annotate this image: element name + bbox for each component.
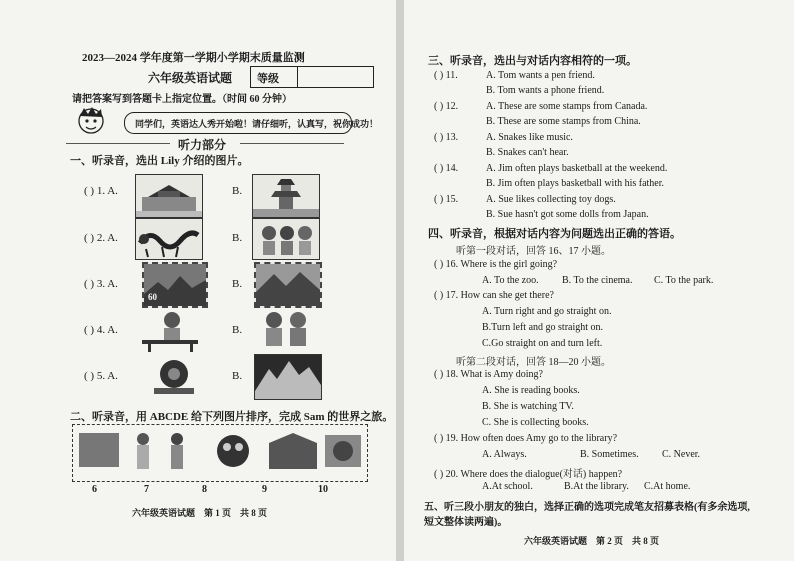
question-13-option-a: A. Snakes like music.: [486, 132, 573, 143]
encourage-bubble: [124, 112, 379, 134]
travel-pictures-svg: [73, 425, 367, 481]
exam-page-2: [404, 0, 794, 561]
dialogue-1-note: 听第一段对话，回答 16、17 小题。: [456, 246, 611, 257]
question-1: ( ) 1. A.: [84, 185, 118, 197]
exam-subtitle: 六年级英语试题: [148, 71, 233, 85]
grade-label: 等级: [257, 73, 279, 85]
question-19-option-a: A. Always.: [482, 449, 527, 460]
section5-title-line2: 短文整体读两遍)。: [424, 517, 508, 528]
order-number-6: 6: [92, 484, 97, 495]
question-18-option-c: C. She is collecting books.: [482, 417, 589, 428]
question-16-option-c: C. To the park.: [654, 275, 714, 286]
divider-right: [240, 143, 344, 144]
order-number-9: 9: [262, 484, 267, 495]
question-13-option-b: B. Snakes can't hear.: [486, 147, 569, 158]
encourage-text: 同学们，英语达人秀开始啦！请仔细听，认真写，祝你成功！: [135, 119, 379, 129]
question-4-b-label: B.: [232, 324, 243, 336]
picture-3b-mountain-stamp: [254, 262, 322, 308]
order-number-10: 10: [318, 484, 328, 495]
question-16-option-b: B. To the cinema.: [562, 275, 633, 286]
question-19-option-b: B. Sometimes.: [580, 449, 639, 460]
section5-title-line1: 五、听三段小朋友的独白，选择正确的选项完成笔友招募表格(有多余选项,: [424, 502, 750, 513]
order-number-7: 7: [144, 484, 149, 495]
question-17-option-a: A. Turn right and go straight on.: [482, 306, 612, 317]
picture-5b-mountains: [254, 354, 322, 400]
question-18: ( ) 18. What is Amy doing?: [434, 369, 543, 380]
grade-divider: [297, 67, 298, 87]
picture-1a-tiananmen: [135, 174, 203, 218]
question-17-option-b: B.Turn left and go straight on.: [482, 322, 604, 333]
question-20-option-c: C.At home.: [644, 481, 691, 492]
exam-page-1: [0, 0, 396, 561]
page-footer-left: 六年级英语试题 第 1 页 共 8 页: [132, 508, 268, 518]
question-17-option-c: C.Go straight on and turn left.: [482, 338, 603, 349]
question-13: ( ) 13.: [434, 132, 459, 143]
question-12-option-b: B. These are some stamps from China.: [486, 116, 641, 127]
section1-title: 一、听录音，选出 Lily 介绍的图片。: [70, 155, 249, 167]
section2-title: 二、听录音，用 ABCDE 给下列图片排序，完成 Sam 的世界之旅。: [70, 411, 394, 423]
picture-5a-phone: [140, 354, 200, 398]
question-20-option-a: A.At school.: [482, 481, 533, 492]
question-18-option-a: A. She is reading books.: [482, 385, 580, 396]
question-15-option-b: B. Sue hasn't got some dolls from Japan.: [486, 209, 649, 220]
question-5-b-label: B.: [232, 370, 243, 382]
question-20: ( ) 20. Where does the dialogue(对话) happen?: [434, 469, 623, 480]
question-5: ( ) 5. A.: [84, 370, 118, 382]
question-2: ( ) 2. A.: [84, 232, 118, 244]
listening-title: 听力部分: [178, 138, 227, 152]
question-15: ( ) 15.: [434, 194, 459, 205]
stamp-value: 60: [148, 292, 157, 302]
picture-2b-children: [252, 218, 320, 260]
question-12: ( ) 12.: [434, 101, 459, 112]
instruction: 请把答案写到答题卡上指定位置。（时间 60 分钟）: [72, 94, 292, 105]
picture-1b-pagoda: [252, 174, 320, 218]
picture-2a-dragon-dance: [135, 218, 203, 260]
question-19: ( ) 19. How often does Amy go to the library?: [434, 433, 618, 444]
order-number-8: 8: [202, 484, 207, 495]
divider-left: [66, 143, 170, 144]
section3-title: 三、听录音，选出与对话内容相符的一项。: [428, 55, 637, 67]
question-1-b-label: B.: [232, 185, 243, 197]
question-14: ( ) 14.: [434, 163, 459, 174]
exam-title: 2023—2024 学年度第一学期小学期末质量监测: [82, 52, 305, 64]
picture-4b-kids: [254, 308, 320, 352]
question-2-b-label: B.: [232, 232, 243, 244]
question-4: ( ) 4. A.: [84, 324, 118, 336]
question-11-option-b: B. Tom wants a phone friend.: [486, 85, 605, 96]
question-19-option-c: C. Never.: [662, 449, 701, 460]
question-14-option-b: B. Jim often plays basketball with his father.: [486, 178, 665, 189]
question-16-option-a: A. To the zoo.: [482, 275, 539, 286]
dialogue-2-note: 听第二段对话，回答 18—20 小题。: [456, 357, 611, 368]
question-17: ( ) 17. How can she get there?: [434, 290, 554, 301]
question-16: ( ) 16. Where is the girl going?: [434, 259, 558, 270]
question-12-option-a: A. These are some stamps from Canada.: [486, 101, 648, 112]
question-3: ( ) 3. A.: [84, 278, 118, 290]
question-11-option-a: A. Tom wants a pen friend.: [486, 70, 595, 81]
question-20-option-b: B.At the library.: [564, 481, 629, 492]
section4-title: 四、听录音，根据对话内容为问题选出正确的答语。: [428, 228, 681, 240]
section2-picture-strip: [72, 424, 368, 482]
page-footer-right: 六年级英语试题 第 2 页 共 8 页: [524, 536, 660, 546]
question-3-b-label: B.: [232, 278, 243, 290]
grade-box: [250, 66, 374, 88]
picture-4a-girl-at-table: [136, 308, 202, 352]
picture-3a-great-wall-stamp: [142, 262, 208, 308]
question-15-option-a: A. Sue likes collecting toy dogs.: [486, 194, 616, 205]
question-18-option-b: B. She is watching TV.: [482, 401, 574, 412]
question-14-option-a: A. Jim often plays basketball at the weekend.: [486, 163, 668, 174]
question-11: ( ) 11.: [434, 70, 458, 81]
cartoon-boy-icon: [74, 104, 108, 138]
